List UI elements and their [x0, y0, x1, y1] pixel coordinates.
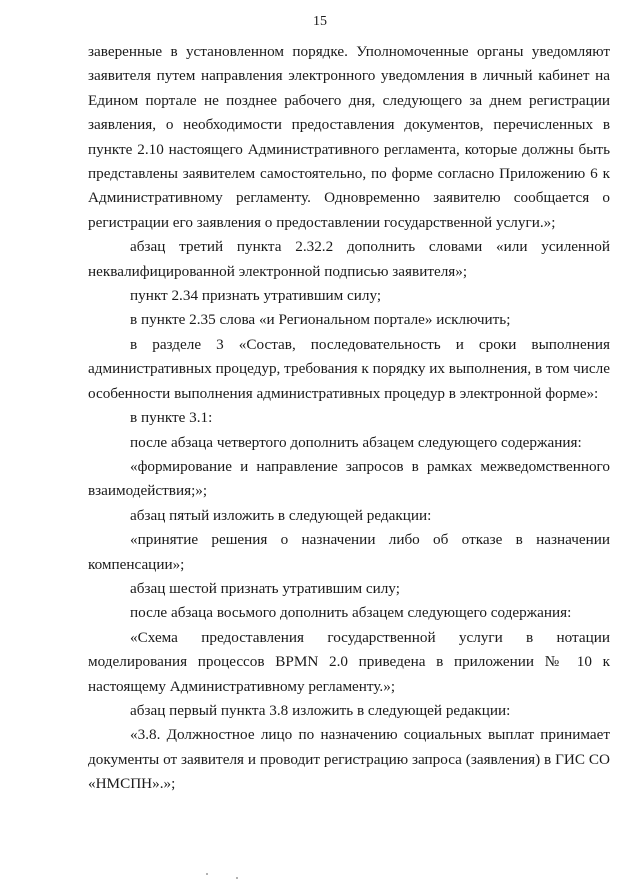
paragraph-sixth: абзац шестой признать утратившим силу; [130, 579, 400, 597]
paragraph-section-3: в разделе 3 «Состав, последовательность и сроки выполнения административных процедур, требования к порядку их выполнения, в том числе особенности выполнения административных процедур в электронной форме»: [88, 335, 610, 402]
document-body [88, 40, 610, 797]
paragraph-2-32-2: абзац третий пункта 2.32.2 дополнить словами «или усиленной неквалифицированной электронной подписью заявителя»; [88, 238, 610, 280]
scan-speck [206, 873, 208, 875]
paragraph-2-35: в пункте 2.35 слова «и Региональном портале» исключить; [130, 311, 511, 329]
paragraph-3-1: в пункте 3.1: [130, 409, 213, 427]
paragraph-quote-bpmn: «Схема предоставления государственной услуги в нотации моделирования процессов BPMN 2.0 приведена в приложении № 10 к настоящему Административному регламенту.»; [88, 628, 610, 695]
paragraph-quote-3-8: «3.8. Должностное лицо по назначению социальных выплат принимает документы от заявителя и проводит регистрацию запроса (заявления) в ГИС СО «НМСПН».»; [88, 726, 610, 793]
paragraph-quote-requests: «формирование и направление запросов в рамках межведомственного взаимодействия;»; [88, 457, 610, 500]
paragraph-fifth: абзац пятый изложить в следующей редакции: [130, 506, 432, 524]
page-number: 15 [313, 14, 327, 29]
paragraph-3-8-intro: абзац первый пункта 3.8 изложить в следующей редакции: [130, 701, 511, 719]
paragraph-2-34: пункт 2.34 признать утратившим силу; [130, 287, 382, 305]
paragraph-after-fourth: после абзаца четвертого дополнить абзацем следующего содержания: [130, 433, 582, 451]
paragraph-continuation: заверенные в установленном порядке. Уполномоченные органы уведомляют заявителя путем направления электронного уведомления в личный кабинет на Едином портале не позднее рабочего дня, следующего за днем регистрации заявления, о необходимости предоставления документов, перечисленных в пункте 2.10 настоящего Административного регламента, которые должны быть представлены заявителем самостоятельно, по форме согласно Приложению 6 к Административному регламенту. Одновременно заявителю сообщается о регистрации его заявления о предоставлении государственной услуги.»; [88, 43, 610, 231]
paragraph-quote-decision: «принятие решения о назначении либо об отказе в назначении компенсации»; [88, 531, 610, 573]
paragraph-after-eighth: после абзаца восьмого дополнить абзацем следующего содержания: [130, 604, 572, 622]
scan-speck [236, 877, 238, 879]
